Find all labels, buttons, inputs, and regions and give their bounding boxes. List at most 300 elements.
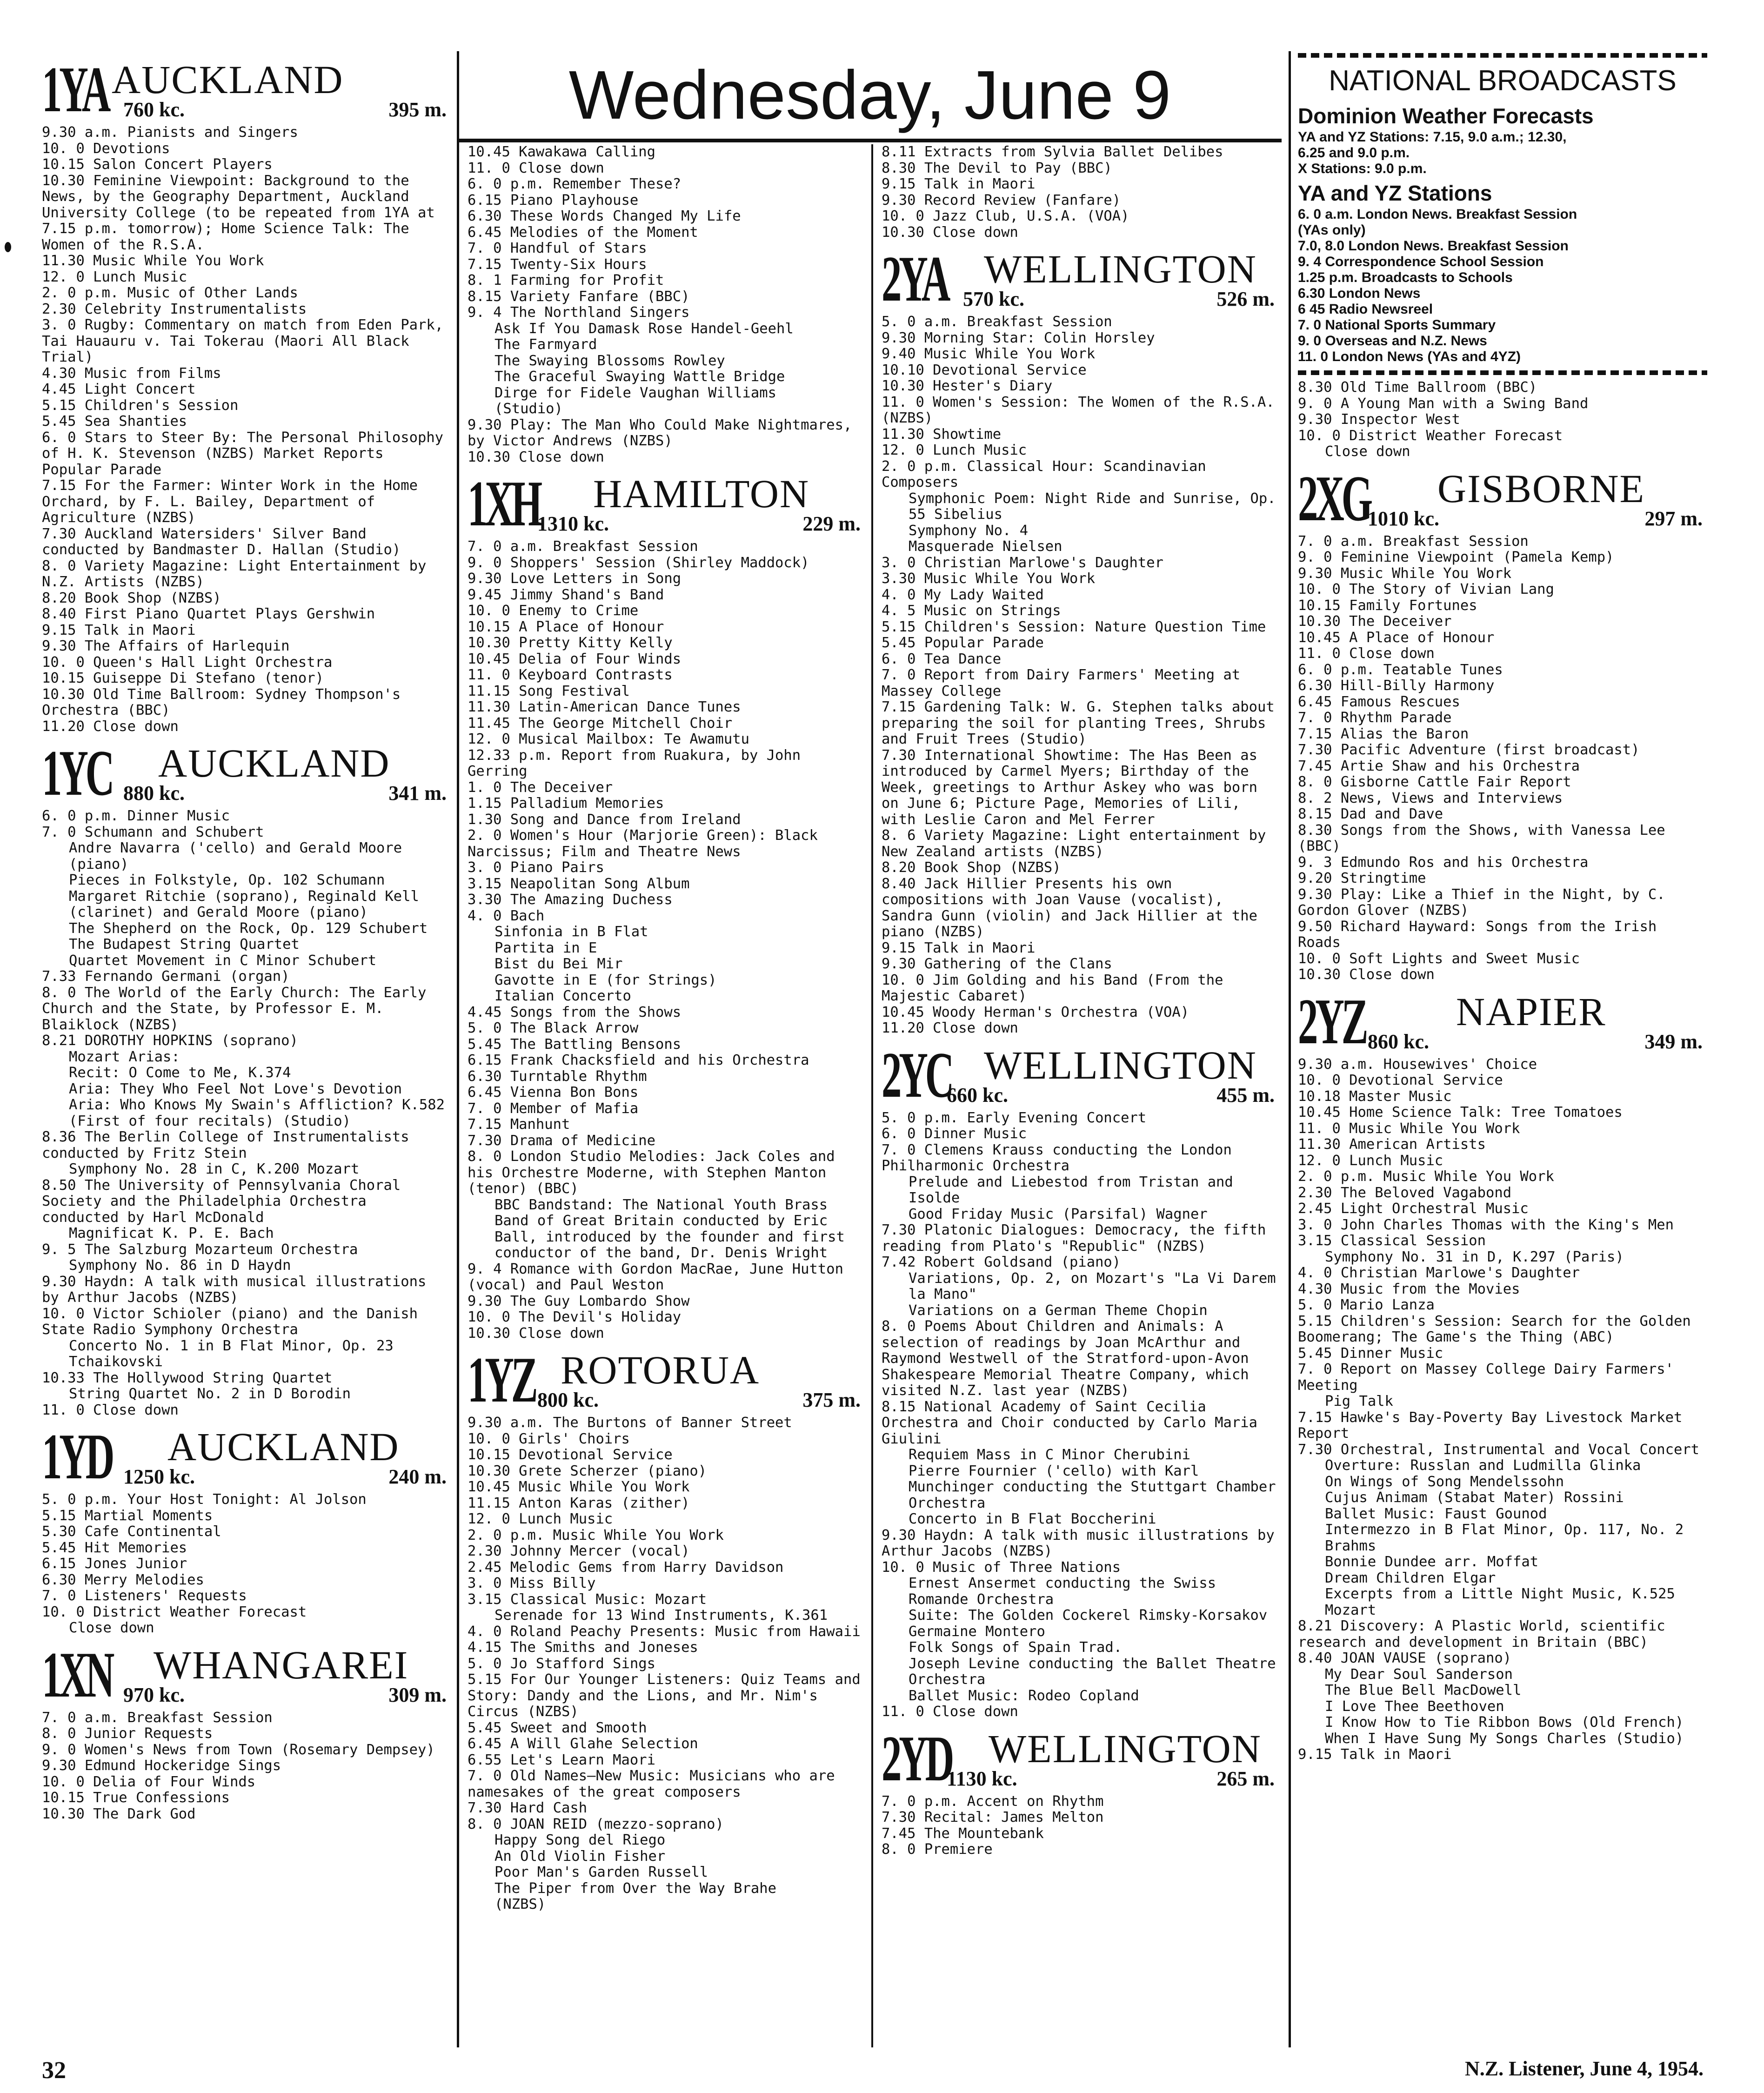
program-entry: Italian Concerto [494, 988, 631, 1004]
program-entry: 10.15 Salon Concert Players [42, 156, 273, 173]
program-entry: Folk Songs of Spain Trad. [909, 1639, 1123, 1656]
program-entry: 5.45 Hit Memories [42, 1539, 187, 1556]
program-entry: 9.30 Inspector West [1298, 411, 1460, 428]
program-entry: 3. 0 Christian Marlowe's Daughter [882, 554, 1163, 571]
program-entry: 4. 0 Bach [468, 907, 545, 924]
program-entry: 2.30 Celebrity Instrumentalists [42, 301, 307, 317]
program-entry: 8. 2 News, Views and Interviews [1298, 790, 1563, 806]
list-line: 6.30 London News [1298, 286, 1421, 301]
program-entry: 9.30 Haydn: A talk with musical illustrations by Arthur Jacobs (NZBS) [42, 1273, 435, 1306]
program-entry: 8. 0 Variety Magazine: Light Entertainment by N.Z. Artists (NZBS) [42, 557, 435, 590]
program-entry: 11.30 American Artists [1298, 1136, 1486, 1153]
program-entry: 7.42 Robert Goldsand (piano) [882, 1254, 1121, 1270]
program-entry: 8.36 The Berlin College of Instrumentalists conducted by Fritz Stein [42, 1129, 418, 1161]
call-sign: 2YD [882, 1722, 952, 1795]
program-entry: 12. 0 Lunch Music [1298, 1152, 1443, 1169]
program-entry: 5.30 Cafe Continental [42, 1523, 221, 1540]
list-line: 7. 0 National Sports Summary [1298, 317, 1496, 333]
program-entry: 5.15 Children's Session: Nature Question Time [882, 618, 1266, 635]
program-entry: 10.30 The Dark God [42, 1805, 196, 1822]
program-entry: 7.30 Orchestral, Instrumental and Vocal Concert [1298, 1441, 1700, 1458]
wavelength: 375 m. [802, 1389, 861, 1411]
station-header-1ya [42, 55, 451, 125]
program-entry: 9.30 a.m. Housewives' Choice [1298, 1056, 1537, 1073]
program-entry: 1.15 Palladium Memories [468, 795, 664, 812]
program-entry: Pierre Fournier ('cello) with Karl Munchinger conducting the Stuttgart Chamber Orchestra [909, 1462, 1284, 1511]
program-entry: 3. 0 John Charles Thomas with the King's Men [1298, 1216, 1674, 1233]
dashed-rule [1298, 53, 1707, 58]
program-entry: Suite: The Golden Cockerel Rimsky-Korsakov [909, 1607, 1268, 1623]
city-name: WELLINGTON [984, 247, 1257, 291]
program-entry: Ballet Music: Rodeo Copland [909, 1687, 1139, 1704]
program-entry: 9. 0 Feminine Viewpoint (Pamela Kemp) [1298, 549, 1614, 565]
frequency: 880 kc. [123, 782, 185, 805]
program-entry: Margaret Ritchie (soprano), Reginald Kell (clarinet) and Gerald Moore (piano) [69, 888, 428, 920]
program-entry: 9.30 The Guy Lombardo Show [468, 1293, 690, 1309]
program-entry: 5.15 For Our Younger Listeners: Quiz Teams and Story: Dandy and the Lions, and Mr. Nim's Circus (NZBS) [468, 1671, 869, 1720]
wavelength: 455 m. [1216, 1083, 1275, 1107]
program-entry: 9.40 Music While You Work [882, 346, 1096, 362]
program-entry: 8.30 Old Time Ballroom (BBC) [1298, 379, 1537, 396]
program-entry: Masquerade Nielsen [909, 538, 1062, 555]
program-entry: 11. 0 Close down [42, 1402, 179, 1418]
program-entry: 9. 3 Edmundo Ros and his Orchestra [1298, 854, 1589, 871]
program-list-2yc [882, 1109, 1284, 1720]
program-entry: Close down [1325, 443, 1410, 460]
program-entry: 9. 0 A Young Man with a Swing Band [1298, 395, 1589, 412]
program-entry: 8.40 First Piano Quartet Plays Gershwin [42, 606, 375, 622]
wavelength: 309 m. [388, 1683, 447, 1706]
program-entry: 12. 0 Lunch Music [882, 442, 1027, 458]
program-entry: Symphonic Poem: Night Ride and Sunrise, Op. 55 Sibelius [909, 490, 1284, 523]
program-entry: 9.15 Talk in Maori [882, 939, 1036, 956]
program-entry: 9.15 Talk in Maori [1298, 1746, 1452, 1763]
station-header-1xh [468, 469, 865, 539]
program-entry: 8.40 Jack Hillier Presents his own compositions with Joan Vause (vocalist), Sandra Gunn (violin) and Jack Hillier at the piano (NZBS) [882, 875, 1266, 940]
program-entry: Pieces in Folkstyle, Op. 102 Schumann [69, 872, 385, 888]
frequency: 1010 kc. [1368, 507, 1439, 530]
list-line: 11. 0 London News (YAs and 4YZ) [1298, 349, 1521, 364]
program-entry: Aria: They Who Feel Not Love's Devotion [69, 1080, 402, 1097]
wavelength: 526 m. [1216, 288, 1275, 310]
program-list-1xn-continued [468, 144, 865, 465]
program-entry: 11.45 The George Mitchell Choir [468, 715, 733, 731]
program-entry: 6.15 Frank Chacksfield and his Orchestra [468, 1052, 809, 1068]
program-entry: 6.45 A Will Glahe Selection [468, 1736, 698, 1752]
program-entry: 8. 0 The World of the Early Church: The Early Church and the State, by Professor E. M. Blaiklock (NZBS) [42, 984, 435, 1033]
program-entry: 7. 0 a.m. Breakfast Session [42, 1709, 273, 1726]
program-entry: 11. 0 Music While You Work [1298, 1120, 1520, 1137]
program-entry: 10. 0 Jim Golding and his Band (From the Majestic Cabaret) [882, 972, 1232, 1004]
program-entry: 9.30 Music While You Work [1298, 565, 1512, 582]
program-entry: 7.15 For the Farmer: Winter Work in the Home Orchard, by F. L. Bailey, Department of Agriculture (NZBS) [42, 477, 427, 526]
program-entry: The Swaying Blossoms Rowley [494, 352, 725, 369]
program-entry: 7. 0 a.m. Breakfast Session [1298, 533, 1529, 550]
program-entry: 5.45 Dinner Music [1298, 1345, 1443, 1362]
program-entry: 9.45 Jimmy Shand's Band [468, 586, 664, 603]
program-entry: The Piper from Over the Way Brahe [494, 1880, 776, 1897]
program-entry: 5. 0 Jo Stafford Sings [468, 1655, 655, 1672]
program-entry: 9.30 Play: The Man Who Could Make Nightmares, by Victor Andrews (NZBS) [468, 416, 861, 449]
program-entry: 1. 0 The Deceiver [468, 779, 613, 796]
station-header-2yd [882, 1724, 1279, 1794]
program-entry: 11. 0 Keyboard Contrasts [468, 667, 673, 683]
program-entry: 6. 0 Dinner Music [882, 1126, 1027, 1142]
program-entry: 7.33 Fernando Germani (organ) [42, 968, 290, 985]
program-entry: 2. 0 p.m. Music of Other Lands [42, 285, 298, 301]
program-entry: 2. 0 p.m. Music While You Work [468, 1527, 724, 1543]
program-entry: Bist du Bei Mir [494, 956, 623, 972]
program-entry: Close down [69, 1620, 154, 1636]
frequency: 570 kc. [963, 288, 1024, 310]
program-entry: 9.30 a.m. Pianists and Singers [42, 124, 298, 141]
program-entry: Symphony No. 4 [909, 522, 1029, 539]
program-entry: Intermezzo in B Flat Minor, Op. 117, No. 2 Brahms [1325, 1522, 1692, 1554]
program-entry: 7.15 Hawke's Bay-Poverty Bay Livestock Market Report [1298, 1409, 1691, 1442]
program-entry: 10. 0 Devotional Service [1298, 1072, 1503, 1088]
program-entry: 10.30 Close down [468, 449, 604, 465]
program-entry: 9.15 Talk in Maori [42, 622, 196, 638]
program-entry: Partita in E [494, 939, 597, 956]
program-entry: 9.30 Record Review (Fanfare) [882, 192, 1121, 208]
program-entry: 6.15 Piano Playhouse [468, 192, 639, 208]
program-entry: 10.15 Family Fortunes [1298, 597, 1477, 614]
program-entry: 10.30 Hester's Diary [882, 378, 1053, 394]
program-entry: Symphony No. 86 in D Haydn [69, 1257, 291, 1274]
program-entry: 10. 0 Victor Schioler (piano) and the Danish State Radio Symphony Orchestra [42, 1305, 427, 1338]
frequency: 660 kc. [947, 1083, 1008, 1107]
program-entry: 9.15 Talk in Maori [882, 176, 1036, 192]
program-entry: 9. 0 Shoppers' Session (Shirley Maddock) [468, 554, 809, 571]
program-entry: (Studio) [494, 401, 563, 417]
program-entry: I Know How to Tie Ribbon Bows (Old French) [1325, 1714, 1684, 1731]
program-entry: 10.30 Pretty Kitty Kelly [468, 635, 673, 651]
program-entry: 8.30 Songs from the Shows, with Vanessa Lee (BBC) [1298, 822, 1674, 854]
program-entry: 5.45 Sweet and Smooth [468, 1719, 647, 1736]
program-entry: 9.50 Richard Hayward: Songs from the Irish Roads [1298, 918, 1665, 951]
program-entry: 9.20 Stringtime [1298, 870, 1426, 886]
program-entry: 10. 0 Girls' Choirs [468, 1430, 630, 1447]
program-entry: 9. 0 Women's News from Town (Rosemary Dempsey) [42, 1741, 435, 1758]
station-header-2yz [1298, 987, 1707, 1057]
program-entry: Variations on a German Theme Chopin [909, 1302, 1208, 1319]
program-entry: Aria: Who Knows My Swain's Affliction? K.582 [69, 1097, 445, 1113]
weather-heading: Dominion Weather Forecasts [1298, 104, 1594, 128]
call-sign: 2YC [882, 1039, 952, 1111]
program-entry: 6. 0 p.m. Dinner Music [42, 808, 230, 824]
station-header-2ya [882, 244, 1279, 314]
program-entry: 6. 0 Tea Dance [882, 651, 1002, 667]
call-sign: 1YD [42, 1421, 112, 1493]
program-entry: 3. 0 Miss Billy [468, 1575, 596, 1591]
city-name: WELLINGTON [984, 1042, 1257, 1087]
program-entry: 10.30 Close down [468, 1325, 604, 1342]
program-entry: 8. 0 Premiere [882, 1841, 993, 1858]
margin-mark [5, 242, 11, 252]
column-4 [1298, 51, 1707, 1763]
program-entry: 11.15 Anton Karas (zither) [468, 1495, 690, 1511]
program-entry: 2. 0 p.m. Music While You Work [1298, 1168, 1554, 1185]
program-entry: 6.45 Vienna Bon Bons [468, 1084, 639, 1100]
program-entry: 7.45 Artie Shaw and his Orchestra [1298, 758, 1580, 774]
program-entry: 5.15 Children's Session: Search for the Golden Boomerang; The Game's the Thing (ABC) [1298, 1313, 1700, 1345]
program-entry: 6. 0 p.m. Remember These? [468, 176, 682, 192]
program-entry: Ballet Music: Faust Gounod [1325, 1505, 1547, 1522]
program-entry: 11.15 Song Festival [468, 683, 630, 699]
program-entry: 9.30 Morning Star: Colin Horsley [882, 329, 1155, 346]
program-entry: 7.30 International Showtime: The Has Been as introduced by Carmel Myers; Birthday of the Week, greetings to Arthur Askey who was born on June 6; Picture Page, Memories of Lili, with Leslie Caron and Mel Ferrer [882, 747, 1266, 828]
program-entry: 10. 0 The Story of Vivian Lang [1298, 581, 1554, 597]
program-entry: Pig Talk [1325, 1393, 1393, 1409]
program-entry: 7. 0 Report on Massey College Dairy Farmers' Meeting [1298, 1361, 1683, 1394]
call-sign: 1XN [42, 1638, 112, 1711]
city-name: AUCKLAND [112, 57, 344, 102]
program-entry: 10.15 Guiseppe Di Stefano (tenor) [42, 670, 324, 686]
program-entry: 7. 0 Member of Mafia [468, 1100, 639, 1117]
program-entry: 10. 0 Jazz Club, U.S.A. (VOA) [882, 208, 1129, 224]
program-entry: 8.15 National Academy of Saint Cecilia Orchestra and Choir conducted by Carlo Maria Giulini [882, 1398, 1266, 1447]
program-entry: 2.30 Johnny Mercer (vocal) [468, 1543, 690, 1559]
frequency: 860 kc. [1368, 1030, 1429, 1053]
program-entry: 10.45 Kawakawa Calling [468, 144, 655, 160]
program-entry: 2. 0 Women's Hour (Marjorie Green): Black Narcissus; Film and Theatre News [468, 827, 827, 860]
program-entry: 7.30 Pacific Adventure (first broadcast) [1298, 742, 1640, 758]
city-name: HAMILTON [593, 471, 810, 516]
program-entry: 4. 5 Music on Strings [882, 603, 1061, 619]
program-entry: 10.30 The Deceiver [1298, 613, 1452, 630]
frequency: 1310 kc. [537, 512, 609, 535]
program-entry: 2.45 Melodic Gems from Harry Davidson [468, 1559, 784, 1576]
program-entry: 10.15 True Confessions [42, 1790, 230, 1806]
program-entry: 8. 0 Junior Requests [42, 1725, 213, 1742]
frequency: 760 kc. [123, 98, 185, 121]
program-entry: 5. 0 a.m. Breakfast Session [882, 314, 1112, 330]
program-entry: 10. 0 District Weather Forecast [42, 1603, 307, 1620]
program-entry: 8.21 DOROTHY HOPKINS (soprano) [42, 1033, 298, 1049]
program-entry: Recit: O Come to Me, K.374 [69, 1065, 291, 1081]
program-entry: 5.45 The Battling Bensons [468, 1036, 682, 1053]
city-name: GISBORNE [1437, 466, 1645, 511]
city-name: AUCKLAND [167, 1424, 400, 1469]
program-entry: 4. 0 My Lady Waited [882, 586, 1044, 603]
program-entry: 4.15 The Smiths and Joneses [468, 1639, 698, 1656]
wavelength: 265 m. [1216, 1767, 1275, 1790]
program-list-1yz-continued [882, 144, 1279, 241]
wavelength: 395 m. [388, 98, 447, 121]
program-entry: 8.21 Discovery: A Plastic World, scientific research and development in Britain (BBC) [1298, 1618, 1674, 1650]
program-entry: 3.15 Classical Music: Mozart [468, 1591, 707, 1608]
call-sign: 1YZ [468, 1344, 535, 1416]
program-entry: 10. 0 Enemy to Crime [468, 603, 639, 619]
program-entry: 10.45 A Place of Honour [1298, 629, 1495, 646]
program-entry: 6.15 Jones Junior [42, 1556, 187, 1572]
program-entry: 9. 4 The Northland Singers [468, 304, 690, 321]
program-entry: 4.45 Light Concert [42, 381, 196, 397]
program-entry: 9.30 Play: Like a Thief in the Night, by C. Gordon Glover (NZBS) [1298, 886, 1674, 919]
program-entry: 11.30 Latin-American Dance Tunes [468, 699, 741, 715]
program-entry: When I Have Sung My Songs Charles (Studio) [1325, 1730, 1684, 1747]
list-line: 9. 4 Correspondence School Session [1298, 254, 1544, 269]
program-entry: 11.20 Close down [882, 1020, 1018, 1036]
program-entry: 8.15 Variety Fanfare (BBC) [468, 288, 690, 305]
station-header-1xn [42, 1640, 451, 1710]
program-entry: I Love Thee Beethoven [1325, 1698, 1504, 1715]
program-entry: 10.30 Close down [1298, 966, 1435, 983]
list-line: 6 45 Radio Newsreel [1298, 302, 1433, 317]
program-entry: Concerto No. 1 in B Flat Minor, Op. 23 Tchaikovski [69, 1337, 402, 1370]
program-entry: 8. 6 Variety Magazine: Light entertainment by New Zealand artists (NZBS) [882, 827, 1275, 860]
program-entry: 4.30 Music from the Movies [1298, 1281, 1520, 1297]
program-entry: 7.30 Platonic Dialogues: Democracy, the fifth reading from Plato's "Republic" (NZBS) [882, 1222, 1275, 1254]
program-entry: 9.30 Edmund Hockeridge Sings [42, 1758, 281, 1774]
program-entry: 10. 0 Queen's Hall Light Orchestra [42, 654, 333, 671]
program-entry: 5. 0 Mario Lanza [1298, 1297, 1435, 1313]
program-entry: 10. 0 Music of Three Nations [882, 1559, 1121, 1576]
city-name: ROTORUA [561, 1348, 760, 1392]
program-entry: 10. 0 The Devil's Holiday [468, 1309, 682, 1325]
program-entry: 1.30 Song and Dance from Ireland [468, 811, 741, 828]
program-entry: Excerpts from a Little Night Music, K.525 Mozart [1325, 1586, 1684, 1618]
program-entry: 7.15 Alias the Baron [1298, 725, 1469, 742]
program-entry: Sinfonia in B Flat [494, 924, 648, 940]
program-entry: 6.45 Melodies of the Moment [468, 224, 698, 241]
program-entry: 6. 0 p.m. Teatable Tunes [1298, 661, 1503, 678]
program-entry: 10.30 Old Time Ballroom: Sydney Thompson's Orchestra (BBC) [42, 686, 409, 718]
program-entry: 11.30 Showtime [882, 426, 1002, 443]
program-entry: 5.45 Sea Shanties [42, 413, 187, 429]
list-line: 9. 0 Overseas and N.Z. News [1298, 333, 1487, 349]
program-entry: Poor Man's Garden Russell [494, 1864, 708, 1880]
program-list-2yd-continued [1298, 380, 1707, 460]
list-line: X Stations: 9.0 p.m. [1298, 161, 1427, 176]
program-entry: 5. 0 p.m. Your Host Tonight: Al Jolson [42, 1491, 367, 1508]
program-entry: (First of four recitals) (Studio) [69, 1113, 351, 1129]
program-entry: 11.20 Close down [42, 718, 179, 735]
program-entry: 8. 0 Poems About Children and Animals: A selection of readings by Joan McArthur and Raymond Westwell of the Stratford-upon-Avon Shakespeare Memorial Theatre Company, which visited N.Z. last year (NZBS) [882, 1318, 1257, 1399]
yayz-lines [1298, 207, 1707, 365]
program-entry: 12.33 p.m. Report from Ruakura, by John Gerring [468, 747, 809, 779]
list-line: (YAs only) [1298, 222, 1366, 238]
program-entry: 7. 0 Rhythm Parade [1298, 710, 1452, 726]
program-entry: 7.15 Manhunt [468, 1116, 570, 1133]
program-entry: 7.30 Drama of Medicine [468, 1132, 655, 1149]
program-entry: 10.30 Grete Scherzer (piano) [468, 1462, 707, 1479]
program-entry: 7. 0 p.m. Accent on Rhythm [882, 1793, 1104, 1810]
program-entry: Concerto in B Flat Boccherini [909, 1511, 1156, 1527]
program-entry: 4. 0 Christian Marlowe's Daughter [1298, 1265, 1580, 1281]
frequency: 1130 kc. [947, 1767, 1017, 1790]
dashed-rule-2 [1298, 370, 1707, 375]
column-3 [882, 144, 1284, 1858]
program-entry: Cujus Animam (Stabat Mater) Rossini [1325, 1489, 1624, 1506]
program-entry: 10. 0 District Weather Forecast [1298, 427, 1563, 444]
call-sign: 1XH [468, 468, 540, 540]
page-headline: Wednesday, June 9 [568, 57, 1171, 134]
list-line: 6.25 and 9.0 p.m. [1298, 145, 1410, 161]
call-sign: 1YC [42, 737, 112, 809]
program-entry: 10.45 Woody Herman's Orchestra (VOA) [882, 1004, 1189, 1020]
program-entry: 10.15 Devotional Service [468, 1447, 673, 1463]
program-entry: 9.30 Love Letters in Song [468, 570, 682, 587]
program-entry: 7. 0 Clemens Krauss conducting the London Philharmonic Orchestra [882, 1141, 1241, 1174]
column-2 [468, 144, 869, 1913]
call-sign: 2YZ [1298, 985, 1366, 1058]
program-entry: 12. 0 Lunch Music [468, 1511, 613, 1527]
frequency: 800 kc. [537, 1389, 599, 1411]
program-entry: 7.30 Hard Cash [468, 1800, 588, 1816]
program-entry: Mozart Arias: [69, 1048, 180, 1065]
program-entry: Magnificat K. P. E. Bach [69, 1225, 274, 1241]
frequency: 1250 kc. [123, 1465, 195, 1488]
program-entry: 10.30 Feminine Viewpoint: Background to the News, by the Geography Department, Auckland University College (to be repeated from 1YA at 7.15 p.m. tomorrow); Home Science Talk: The Women of the R.S.A. [42, 172, 444, 253]
program-entry: Andre Navarra ('cello) and Gerald Moore (piano) [69, 840, 411, 872]
column-rule-1 [457, 51, 459, 2047]
program-entry: 10. 0 Soft Lights and Sweet Music [1298, 950, 1580, 967]
program-entry: 3. 0 Piano Pairs [468, 859, 604, 876]
program-entry: 2.30 The Beloved Vagabond [1298, 1184, 1512, 1201]
station-header-1yd [42, 1422, 451, 1492]
program-entry: 7.30 Auckland Watersiders' Silver Band conducted by Bandmaster D. Hallan (Studio) [42, 525, 401, 558]
program-list-1ya [42, 125, 451, 735]
program-entry: 6.45 Famous Rescues [1298, 693, 1460, 710]
program-entry: 6.30 These Words Changed My Life [468, 208, 741, 224]
program-entry: Dirge for Fidele Vaughan Williams [494, 384, 776, 401]
program-list-1yz [468, 1415, 869, 1913]
program-list-1yd [42, 1492, 451, 1637]
program-entry: Joseph Levine conducting the Ballet Theatre Orchestra [909, 1655, 1284, 1688]
program-entry: 4. 0 Roland Peachy Presents: Music from Hawaii [468, 1623, 861, 1640]
program-entry: 9.30 Haydn: A talk with music illustrations by Arthur Jacobs (NZBS) [882, 1527, 1283, 1559]
list-line: 7.0, 8.0 London News. Breakfast Session [1298, 238, 1569, 254]
program-entry: Ask If You Damask Rose Handel-Geehl [494, 320, 794, 337]
program-entry: 4.45 Songs from the Shows [468, 1004, 682, 1020]
wavelength: 229 m. [802, 512, 861, 535]
program-entry: Dream Children Elgar [1325, 1570, 1496, 1586]
program-entry: 8. 0 London Studio Melodies: Jack Coles and his Orchestre Moderne, with Stephen Manton (tenor) (BBC) [468, 1148, 843, 1197]
program-entry: The Graceful Swaying Wattle Bridge [494, 369, 785, 385]
program-list-2yz [1298, 1057, 1707, 1763]
program-entry: 8.15 Dad and Dave [1298, 806, 1443, 822]
city-name: WHANGAREI [154, 1642, 409, 1687]
program-list-2ya [882, 314, 1284, 1037]
program-entry: 3.30 Music While You Work [882, 570, 1096, 587]
program-entry: 7. 0 Handful of Stars [468, 240, 647, 256]
program-entry: 10.45 Home Science Talk: Tree Tomatoes [1298, 1104, 1623, 1120]
frequency: 970 kc. [123, 1683, 185, 1706]
wavelength: 240 m. [388, 1465, 447, 1488]
headline-rule [458, 139, 1282, 142]
national-broadcasts-title: NATIONAL BROADCASTS [1329, 65, 1677, 97]
program-entry: 10.45 Delia of Four Winds [468, 651, 682, 667]
program-entry: 2. 0 p.m. Classical Hour: Scandinavian Composers [882, 458, 1215, 490]
wavelength: 297 m. [1644, 507, 1703, 530]
program-entry: 10. 0 Devotions [42, 140, 170, 157]
program-entry: 8. 0 Gisborne Cattle Fair Report [1298, 774, 1571, 790]
program-list-2xg [1298, 534, 1707, 983]
program-entry: 5. 0 The Black Arrow [468, 1020, 639, 1036]
program-entry: 7. 0 Report from Dairy Farmers' Meeting at Massey College [882, 667, 1249, 699]
program-entry: 10.18 Master Music [1298, 1088, 1452, 1105]
program-list-1xn [42, 1710, 451, 1823]
program-entry: Ernest Ansermet conducting the Swiss Romande Orchestra [909, 1575, 1225, 1608]
program-entry: 3. 0 Rugby: Commentary on match from Eden Park, Tai Hauauru v. Tai Tokerau (Maori All Black Trial) [42, 317, 452, 365]
program-list-2yd [882, 1794, 1279, 1858]
program-entry: 6. 0 Stars to Steer By: The Personal Philosophy of H. K. Stevenson (NZBS) Market Reports Popular Parade [42, 429, 452, 478]
list-line: 1.25 p.m. Broadcasts to Schools [1298, 270, 1513, 285]
list-line: 6. 0 a.m. London News. Breakfast Session [1298, 207, 1577, 222]
program-entry: The Farmyard [494, 336, 597, 353]
call-sign: 2XG [1298, 462, 1370, 535]
